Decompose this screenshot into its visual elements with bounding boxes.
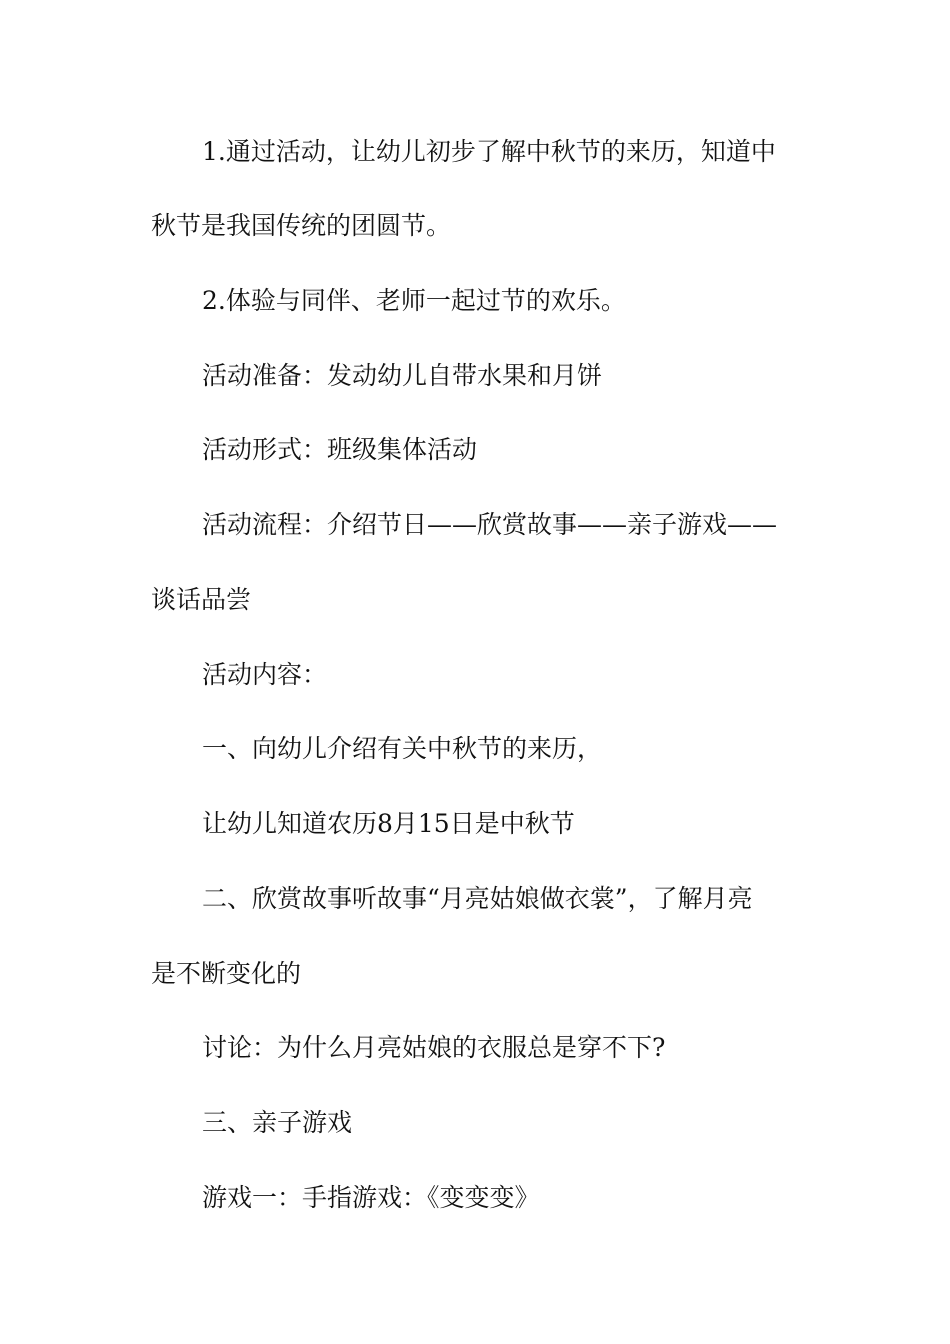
section-heading: 活动内容： [202, 660, 328, 689]
paragraph-line: 游戏一：手指游戏：《变变变》 [202, 1183, 540, 1212]
paragraph-line: 讨论：为什么月亮姑娘的衣服总是穿不下? [202, 1033, 666, 1062]
paragraph-line: 是不断变化的 [151, 959, 302, 988]
paragraph-line: 活动流程：介绍节日——欣赏故事——亲子游戏—— [202, 510, 778, 539]
paragraph-line: 二、欣赏故事听故事“月亮姑娘做衣裳”，了解月亮 [202, 884, 753, 913]
paragraph-line: 三、亲子游戏 [202, 1108, 353, 1137]
paragraph-line: 一、向幼儿介绍有关中秋节的来历， [202, 734, 603, 763]
paragraph-line: 让幼儿知道农历8月15日是中秋节 [202, 809, 575, 838]
paragraph-line: 2.体验与同伴、老师一起过节的欢乐。 [202, 286, 626, 315]
paragraph-line: 谈话品尝 [151, 585, 252, 614]
paragraph-line: 活动形式：班级集体活动 [202, 435, 478, 464]
paragraph-line: 活动准备：发动幼儿自带水果和月饼 [202, 361, 603, 390]
paragraph-line: 秋节是我国传统的团圆节。 [151, 211, 452, 240]
paragraph-line: 1.通过活动，让幼儿初步了解中秋节的来历，知道中 [202, 137, 776, 166]
